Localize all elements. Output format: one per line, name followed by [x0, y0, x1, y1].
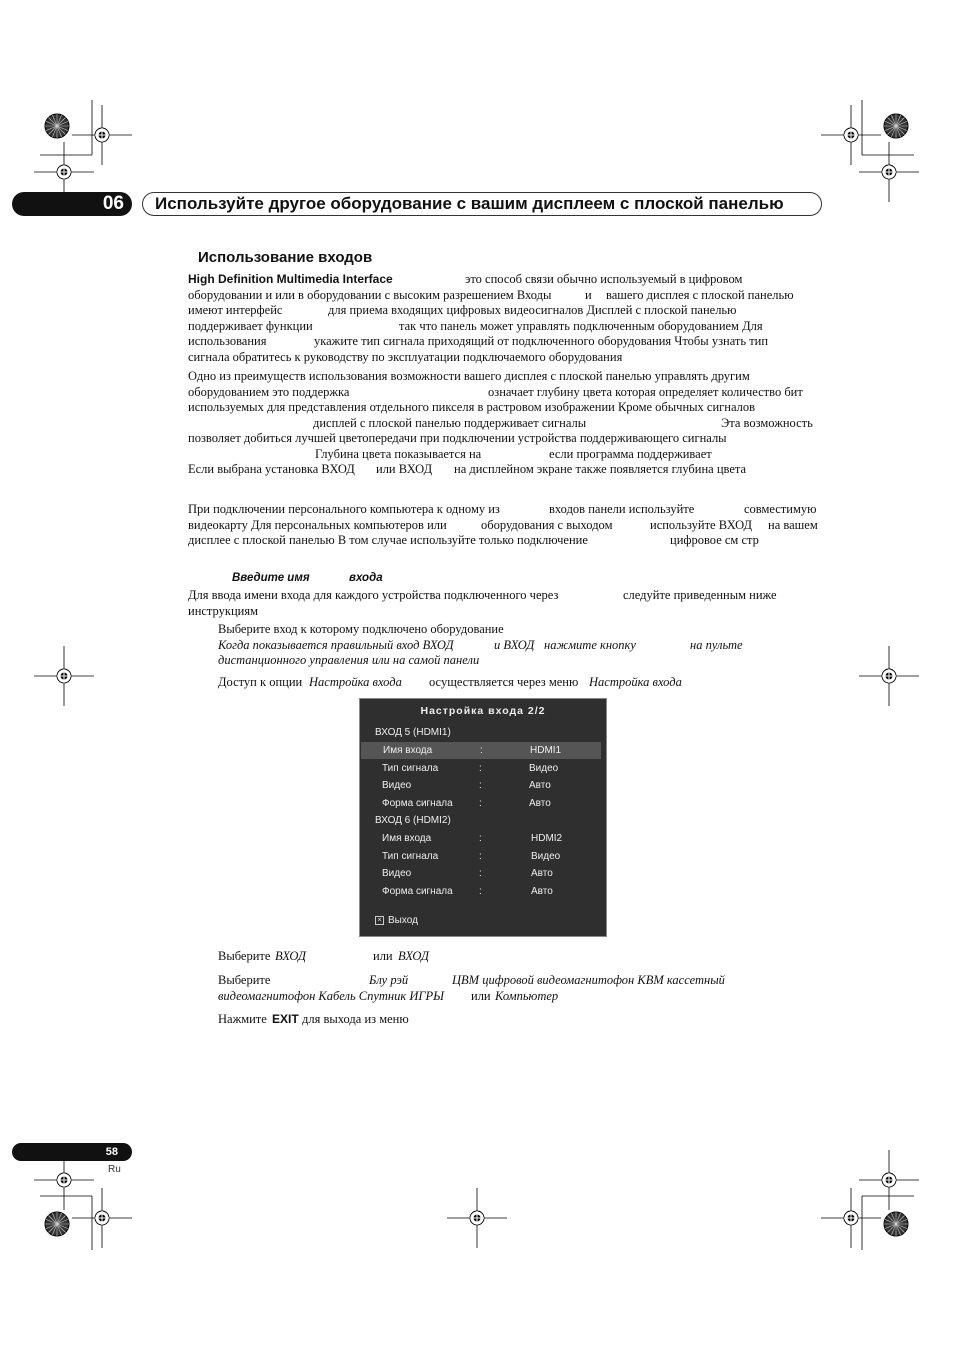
menu-row-signal-format-6[interactable] [360, 883, 606, 900]
text-segment: видеокарту Для персональных компьютеров или [188, 517, 447, 532]
menu-group-input5: ВХОД 5 (HDMI1) [375, 727, 451, 738]
text-segment: оборудовании и или в оборудовании с высоким разрешением Входы [188, 287, 552, 302]
text-line [188, 303, 828, 319]
text-line [188, 400, 828, 416]
step-2 [218, 675, 858, 691]
menu-row-signal-type-6[interactable] [360, 848, 606, 865]
menu-row-signal-format-5[interactable] [360, 795, 606, 812]
menu-row-label: Видео [382, 868, 412, 879]
menu-row-signal-type-5[interactable] [360, 760, 606, 777]
text-segment: означает глубину цвета которая определяет количество бит [488, 384, 803, 399]
text-segment: осуществляется через меню [429, 675, 579, 689]
text-line [218, 949, 858, 965]
text-segment: имеют интерфейс [188, 303, 283, 317]
subheading-part: Введите имя [232, 572, 310, 584]
text-line [218, 622, 858, 638]
text-segment: на вашем [768, 517, 818, 532]
text-segment: используемых для представления отдельного пикселя в растровом изображении Кроме обычных сигналов [188, 400, 756, 414]
text-segment: входов панели используйте [549, 502, 695, 516]
text-segment: дистанционного управления или на самой панели [218, 653, 480, 667]
menu-exit-label: Выход [388, 915, 418, 926]
menu-row-colon: : [479, 763, 482, 774]
text-segment: на пульте [690, 637, 743, 652]
menu-group-input6: ВХОД 6 (HDMI2) [375, 815, 451, 826]
text-segment: Выберите [218, 973, 271, 987]
input-setup-menu [359, 698, 607, 937]
menu-row-label: Тип сигнала [382, 763, 439, 774]
text-line [188, 502, 828, 518]
text-line [188, 369, 828, 385]
menu-row-value: Авто [531, 886, 553, 897]
menu-row-colon: : [479, 798, 482, 809]
step-4 [218, 973, 858, 1004]
chapter-number: 06 [12, 192, 132, 216]
text-segment: укажите тип сигнала приходящий от подключенного оборудования Чтобы узнать тип [314, 334, 769, 348]
menu-row-label: Имя входа [382, 833, 432, 844]
text-segment: или [373, 949, 393, 963]
text-segment: оборудования с выходом [481, 517, 613, 532]
menu-row-label: Форма сигнала [382, 886, 453, 897]
menu-row-label: Форма сигнала [382, 798, 453, 809]
text-segment: или ВХОД [376, 462, 433, 476]
section-title: Использование входов [198, 249, 373, 266]
menu-row-label: Видео [382, 780, 412, 791]
text-segment: Доступ к опции [218, 675, 303, 689]
menu-row-label: Имя входа [383, 745, 433, 756]
paragraph-deep-color [188, 369, 828, 478]
text-segment: Для ввода имени входа для каждого устройства подключенного через [188, 588, 559, 602]
menu-row-value: Видео [531, 851, 561, 862]
menu-row-video-5[interactable] [360, 777, 606, 794]
text-segment: для приема входящих цифровых видеосигналов Дисплей с плоской панелью [328, 303, 737, 317]
text-segment: и ВХОД [494, 637, 535, 652]
text-line [188, 604, 828, 620]
subheading-input-name [188, 572, 588, 587]
text-segment: Выберите [218, 949, 271, 963]
menu-row-colon: : [479, 851, 482, 862]
text-line [188, 588, 828, 604]
text-segment: оборудованием это поддержка [188, 384, 350, 399]
text-segment: Компьютер [495, 988, 559, 1003]
text-segment: Нажмите [218, 1012, 267, 1026]
menu-row-value: Авто [529, 780, 551, 791]
text-segment: цифровое см стр [670, 533, 759, 547]
text-segment: так что панель может управлять подключенным оборудованием Для [399, 318, 763, 333]
menu-row-input-name-6[interactable] [360, 830, 606, 847]
page-number: 58 [12, 1143, 132, 1161]
text-line [188, 462, 828, 478]
text-segment: Глубина цвета показывается на [315, 446, 482, 461]
text-segment: ВХОД [275, 949, 306, 963]
text-segment: вашего дисплея с плоской панелью [606, 287, 794, 302]
text-segment: на дисплейном экране также появляется глубина цвета [454, 462, 747, 476]
subheading-part: входа [349, 572, 383, 584]
menu-row-label: Тип сигнала [382, 851, 439, 862]
text-line [188, 416, 828, 432]
text-line [218, 973, 858, 989]
text-line [218, 1012, 858, 1028]
step-5 [218, 1012, 858, 1028]
text-segment: позволяет добиться лучшей цветопередачи при подключении устройства поддерживающего сигналы [188, 431, 727, 445]
chapter-title: Используйте другое оборудование с вашим дисплеем с плоской панелью [142, 192, 822, 216]
menu-exit-hint[interactable] [375, 915, 418, 926]
text-line [188, 350, 828, 366]
paragraph-instructions [188, 588, 828, 619]
menu-row-value: Видео [529, 763, 559, 774]
text-segment: инструкциям [188, 603, 258, 618]
text-segment: совместимую [744, 502, 817, 516]
menu-row-video-6[interactable] [360, 865, 606, 882]
text-line [188, 385, 828, 401]
menu-row-value: Авто [531, 868, 553, 879]
text-segment: сигнала обратитесь к руководству по эксплуатации подключаемого оборудования [188, 349, 623, 364]
menu-row-value: HDMI2 [531, 833, 563, 844]
text-line [218, 653, 858, 669]
menu-row-colon: : [480, 745, 483, 756]
menu-row-colon: : [479, 780, 482, 791]
text-segment: нажмите кнопку [544, 637, 636, 652]
text-line [188, 272, 828, 288]
text-line [188, 431, 828, 447]
text-segment: Настройка входа [589, 675, 682, 689]
text-segment: для выхода из меню [302, 1012, 409, 1026]
text-segment: следуйте приведенным ниже [623, 588, 777, 602]
text-segment: EXIT [272, 1012, 299, 1026]
text-line [188, 319, 828, 335]
text-segment: используйте ВХОД [650, 517, 753, 532]
step-3 [218, 949, 858, 965]
text-segment: Одно из преимуществ использования возможности вашего дисплея с плоской панелью управлять другим [188, 369, 750, 383]
text-line [218, 989, 858, 1005]
text-line [188, 447, 828, 463]
text-segment: использования [188, 334, 267, 348]
language-code: Ru [108, 1164, 121, 1175]
text-segment: При подключении персонального компьютера к одному из [188, 502, 500, 516]
text-line [188, 288, 828, 304]
text-segment: это способ связи обычно используемый в цифровом [465, 272, 743, 286]
menu-row-colon: : [479, 833, 482, 844]
text-segment: Когда показывается правильный вход ВХОД [218, 637, 454, 652]
menu-row-input-name-5[interactable] [361, 742, 601, 759]
text-segment: Если выбрана установка ВХОД [188, 462, 355, 476]
text-line [188, 334, 828, 350]
step-1 [218, 622, 858, 669]
text-line [218, 638, 858, 654]
text-segment: и [585, 287, 592, 302]
text-segment: Выберите вход к которому подключено оборудование [218, 622, 504, 636]
text-segment: если программа поддерживает [549, 446, 712, 461]
text-segment: Настройка входа [309, 675, 402, 689]
menu-row-value: HDMI1 [530, 745, 562, 756]
text-segment: дисплей с плоской панелью поддерживает сигналы [313, 415, 587, 430]
menu-row-value: Авто [529, 798, 551, 809]
menu-row-colon: : [479, 868, 482, 879]
text-line [218, 675, 858, 691]
menu-row-colon: : [479, 886, 482, 897]
exit-icon: × [375, 916, 384, 925]
text-segment: High Definition Multimedia Interface [188, 272, 393, 286]
paragraph-pc-connection [188, 502, 828, 549]
text-segment: ЦВМ цифровой видеомагнитофон КВМ кассетный [452, 973, 725, 987]
text-segment: поддерживает функции [188, 318, 313, 333]
text-line [188, 533, 828, 549]
text-segment: ВХОД [398, 949, 429, 963]
text-line [188, 518, 828, 534]
text-segment: дисплее с плоской панелью В том случае используйте только подключение [188, 533, 588, 547]
text-segment: видеомагнитофон Кабель Спутник ИГРЫ [218, 988, 445, 1003]
menu-title: Настройка входа 2/2 [420, 705, 546, 717]
text-segment: Блу рэй [369, 973, 409, 987]
paragraph-hdmi-intro [188, 272, 828, 365]
text-segment: Эта возможность [721, 415, 813, 430]
text-segment: или [471, 988, 491, 1003]
